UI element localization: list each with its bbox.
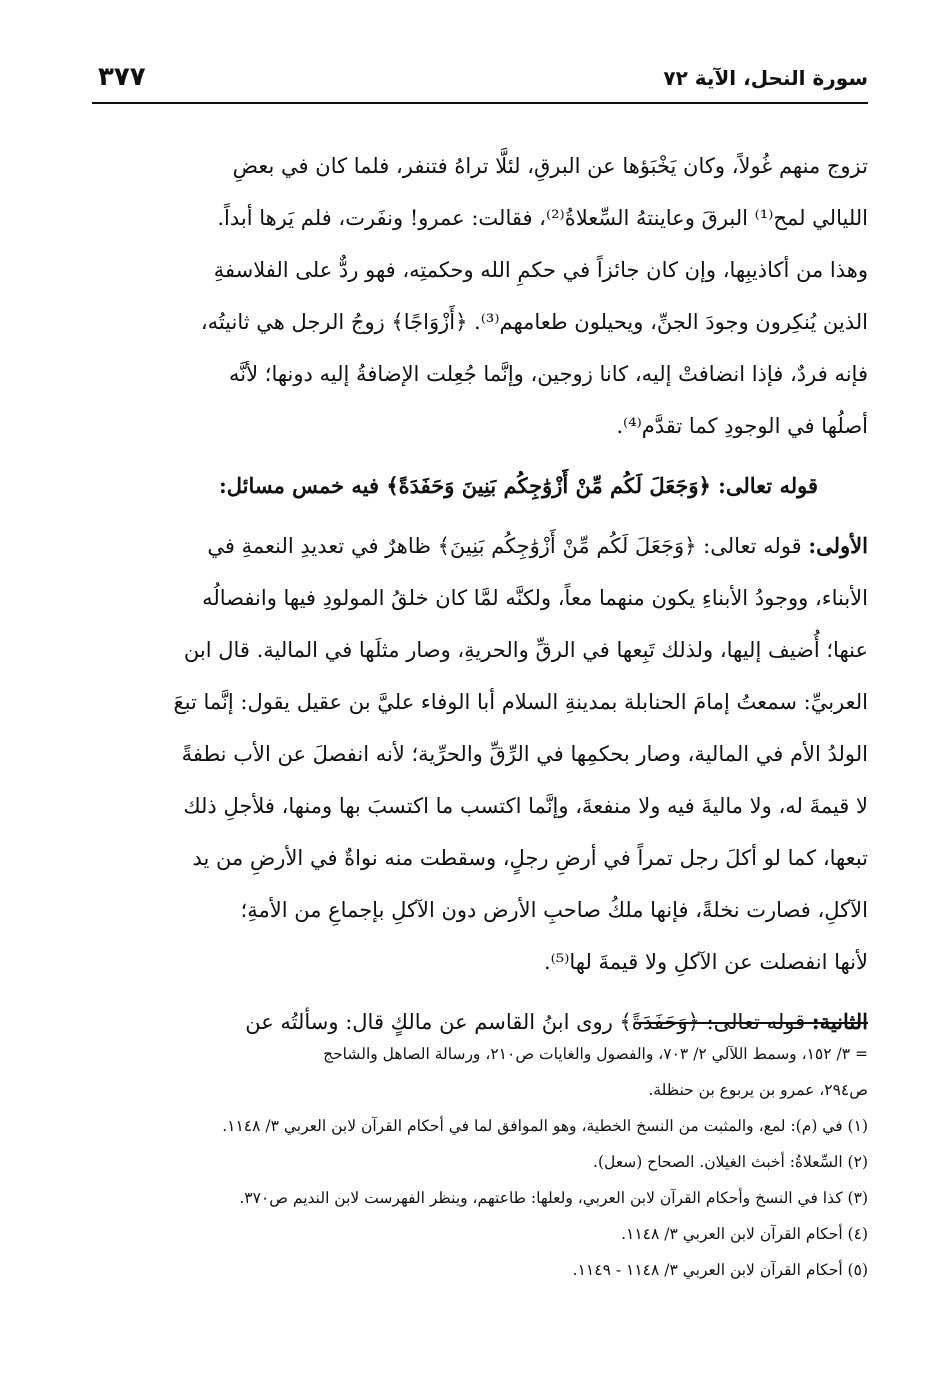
text-line: وهذا من أكاذيبِها، وإن كان جائزاً في حكمِ الله وحكمتِه، فهو ردٌّ على الفلاسفةِ [213,258,868,282]
text-line: الليالي لمح⁽¹⁾ البرقَ وعاينتهُ السِّعلاةُ⁽²⁾، فقالت: عمرو! ونفَرت، فلم يَرها أبداً. [217,206,868,230]
running-title: سورة النحل، الآية ٧٢ [663,66,868,90]
footnote-line: (٣) كذا في النسخ وأحكام القرآن لابن العربي، ولعلها: طاعتهم، وينظر الفهرست لابن النديم ص٣٧٠. [239,1189,868,1207]
text-line: أصلُها في الوجودِ كما تقدَّم⁽⁴⁾. [616,414,868,438]
text-line: فإنه فردٌ، فإذا انضافتْ إليه، كانا زوجين، وإنَّما جُعِلت الإضافةُ إليه دونها؛ لأنَّه [229,362,868,386]
text-line: لا قيمةَ له، ولا ماليةَ فيه ولا منفعةَ، وإنَّما اكتسب ما اكتسبَ بها ومنها، فلأجلِ ذلك [183,794,868,818]
page-number: ٣٧٧ [98,62,146,92]
text-line: لأنها انفصلت عن الآكلِ ولا قيمةَ لها⁽⁵⁾. [543,950,868,974]
footnote-line: = ٣/ ١٥٢، وسمط اللآلي ٢/ ٧٠٣، والفصول والغايات ص٢١٠، ورسالة الصاهل والشاحج [323,1045,868,1063]
text-line: عنها؛ أُضيف إليها، ولذلك تَبِعها في الرقِّ والحريةِ، وصار مثلَها في المالية. قال ابن [183,638,868,662]
main-text [92,140,868,1048]
section-heading: قوله تعالى: ﴿وَجَعَلَ لَكُم مِّنْ أَزْوَٰجِكُم بَنِينَ وَحَفَدَةً﴾ فيه خمس مسائل: [218,473,818,498]
footnote-line: (٥) أحكام القرآن لابن العربي ٣/ ١١٤٨ - ١١٤٩. [572,1261,868,1279]
page-header [92,58,868,104]
text-line [92,520,868,572]
text-line: العربيِّ: سمعتُ إمامَ الحنابلة بمدينةِ السلام أبا الوفاء عليَّ بن عقيل يقول: إنَّما تبعَ [173,690,868,714]
text-line: الآكلِ، فصارت نخلةً، فإنها ملكُ صاحبِ الأرض دون الآكلِ بإجماعِ من الأمةِ؛ [240,898,868,922]
footnotes [92,1036,868,1288]
footnote-line: (٤) أحكام القرآن لابن العربي ٣/ ١١٤٨. [621,1225,868,1243]
footnote-line: (١) في (م): لمع، والمثبت من النسخ الخطية، وهو الموافق لما في أحكام القرآن لابن العربي ٣/ ١١٤٨. [222,1117,868,1135]
issue-text: قوله تعالى: ﴿وَحَفَدَةً﴾ روى ابنُ القاسم عن مالكٍ قال: وسألتُه عن [245,1010,806,1034]
issue-text: قوله تعالى: ﴿وَجَعَلَ لَكُم مِّنْ أَزْوَٰجِكُم بَنِينَ﴾ ظاهرٌ في تعديدِ النعمةِ في [207,534,802,558]
issue-label-second: الثانية: [811,1009,868,1034]
text-line: تبعها، كما لو أكلَ رجل تمراً في أرضِ رجلٍ، وسقطت منه نواةٌ في الأرضِ من يد [192,846,868,870]
text-line: الولدُ الأم في المالية، وصار بحكمِها في الرِّقِّ والحرِّية؛ لأنه انفصلَ عن الأب نطفةً [181,742,868,766]
issue-label-first: الأولى: [808,533,868,558]
footnote-separator [636,1022,868,1024]
text-line: تزوج منهم غُولاً، وكان يَخْبَؤها عن البرقِ، لئلَّا تراهُ فتنفر، فلما كان في بعضِ [232,154,868,178]
text-line: الأبناء، ووجودُ الأبناءِ يكون منهما معاً، ولكنَّه لمَّا كان خلقُ المولودِ فيها وانفصالُه [202,586,868,610]
footnote-line: (٢) السِّعلاةُ: أخبث الغيلان. الصحاح (سعل). [593,1153,868,1171]
text-line: الذين يُنكِرون وجودَ الجنِّ، ويحيلون طعامهم⁽³⁾. ﴿أَزْوَاجًا﴾ زوجُ الرجل هي ثانيتُه، [200,310,868,334]
footnote-line: ص٢٩٤، عمرو بن يربوع بن حنظلة. [648,1081,868,1099]
